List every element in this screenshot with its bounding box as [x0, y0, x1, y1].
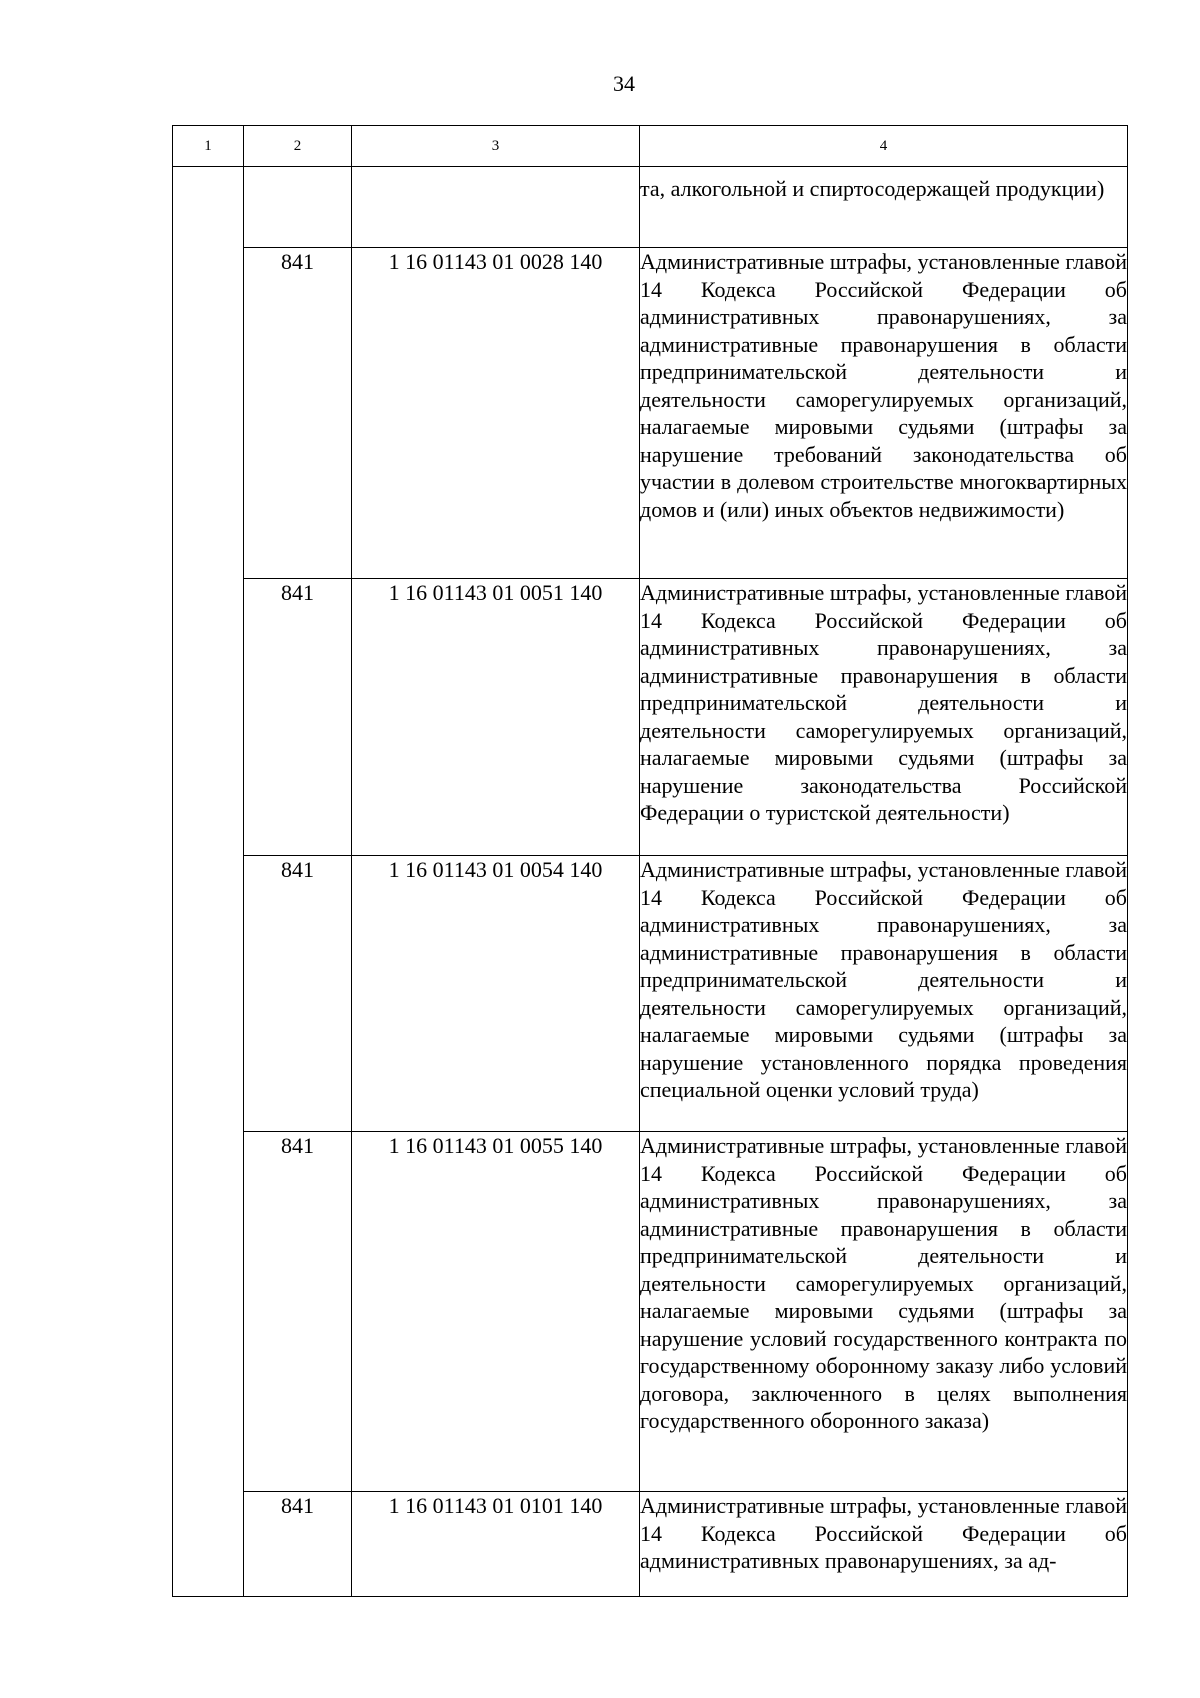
admin-code-cell: 841 — [244, 856, 352, 1132]
description-cell — [640, 167, 1128, 248]
description-cell — [640, 248, 1128, 579]
header-col-2: 2 — [244, 126, 352, 167]
table-row — [173, 1492, 1128, 1597]
page-number: 34 — [613, 71, 635, 96]
description-text: Административные штрафы, установленные главой 14 Кодекса Российской Федерации об административных правонарушениях, за административные правонарушения в области предпринимательской деятельности и деятельности саморегулируемых организаций, налагаемые мировыми судьями (штрафы за нарушение установленного порядка проведения специальной оценки условий труда) — [640, 857, 1127, 1102]
table-row — [173, 856, 1128, 1132]
header-col-4: 4 — [640, 126, 1128, 167]
budget-code-cell — [352, 167, 640, 248]
admin-code-cell: 841 — [244, 248, 352, 579]
admin-code-cell: 841 — [244, 579, 352, 856]
description-text: Административные штрафы, установленные главой 14 Кодекса Российской Федерации об административных правонарушениях, за административные правонарушения в области предпринимательской деятельности и деятельности саморегулируемых организаций, налагаемые мировыми судьями (штрафы за нарушение законодательства Российской Федерации о туристской деятельности) — [640, 580, 1127, 825]
description-cell — [640, 1132, 1128, 1492]
table-row — [173, 579, 1128, 856]
header-col-3: 3 — [352, 126, 640, 167]
description-text: Административные штрафы, установленные главой 14 Кодекса Российской Федерации об административных правонарушениях, за административные правонарушения в области предпринимательской деятельности и деятельности саморегулируемых организаций, налагаемые мировыми судьями (штрафы за нарушение условий государственного контракта по государственному оборонному заказу либо условий договора, заключенного в целях выполнения государственного оборонного заказа) — [640, 1133, 1127, 1433]
description-cell — [640, 579, 1128, 856]
admin-code-cell — [244, 167, 352, 248]
header-row — [173, 126, 1128, 167]
budget-codes-table — [172, 125, 1128, 1597]
description-cell — [640, 1492, 1128, 1597]
description-text: та, алкогольной и спиртосодержащей продукции) — [640, 176, 1105, 201]
budget-code-cell: 1 16 01143 01 0101 140 — [352, 1492, 640, 1597]
admin-code-cell: 841 — [244, 1132, 352, 1492]
admin-code-cell: 841 — [244, 1492, 352, 1597]
group-cell — [173, 167, 244, 1597]
table-row — [173, 248, 1128, 579]
header-col-1: 1 — [173, 126, 244, 167]
description-cell — [640, 856, 1128, 1132]
description-text: Административные штрафы, установленные главой 14 Кодекса Российской Федерации об административных правонарушениях, за ад- — [640, 1493, 1127, 1573]
budget-code-cell: 1 16 01143 01 0028 140 — [352, 248, 640, 579]
table-row — [173, 1132, 1128, 1492]
budget-code-cell: 1 16 01143 01 0054 140 — [352, 856, 640, 1132]
table-row-continuation — [173, 167, 1128, 248]
budget-code-cell: 1 16 01143 01 0055 140 — [352, 1132, 640, 1492]
description-text: Административные штрафы, установленные главой 14 Кодекса Российской Федерации об административных правонарушениях, за административные правонарушения в области предпринимательской деятельности и деятельности саморегулируемых организаций, налагаемые мировыми судьями (штрафы за нарушение требований законодательства об участии в долевом строительстве многоквартирных домов и (или) иных объектов недвижимости) — [640, 249, 1127, 522]
budget-code-cell: 1 16 01143 01 0051 140 — [352, 579, 640, 856]
